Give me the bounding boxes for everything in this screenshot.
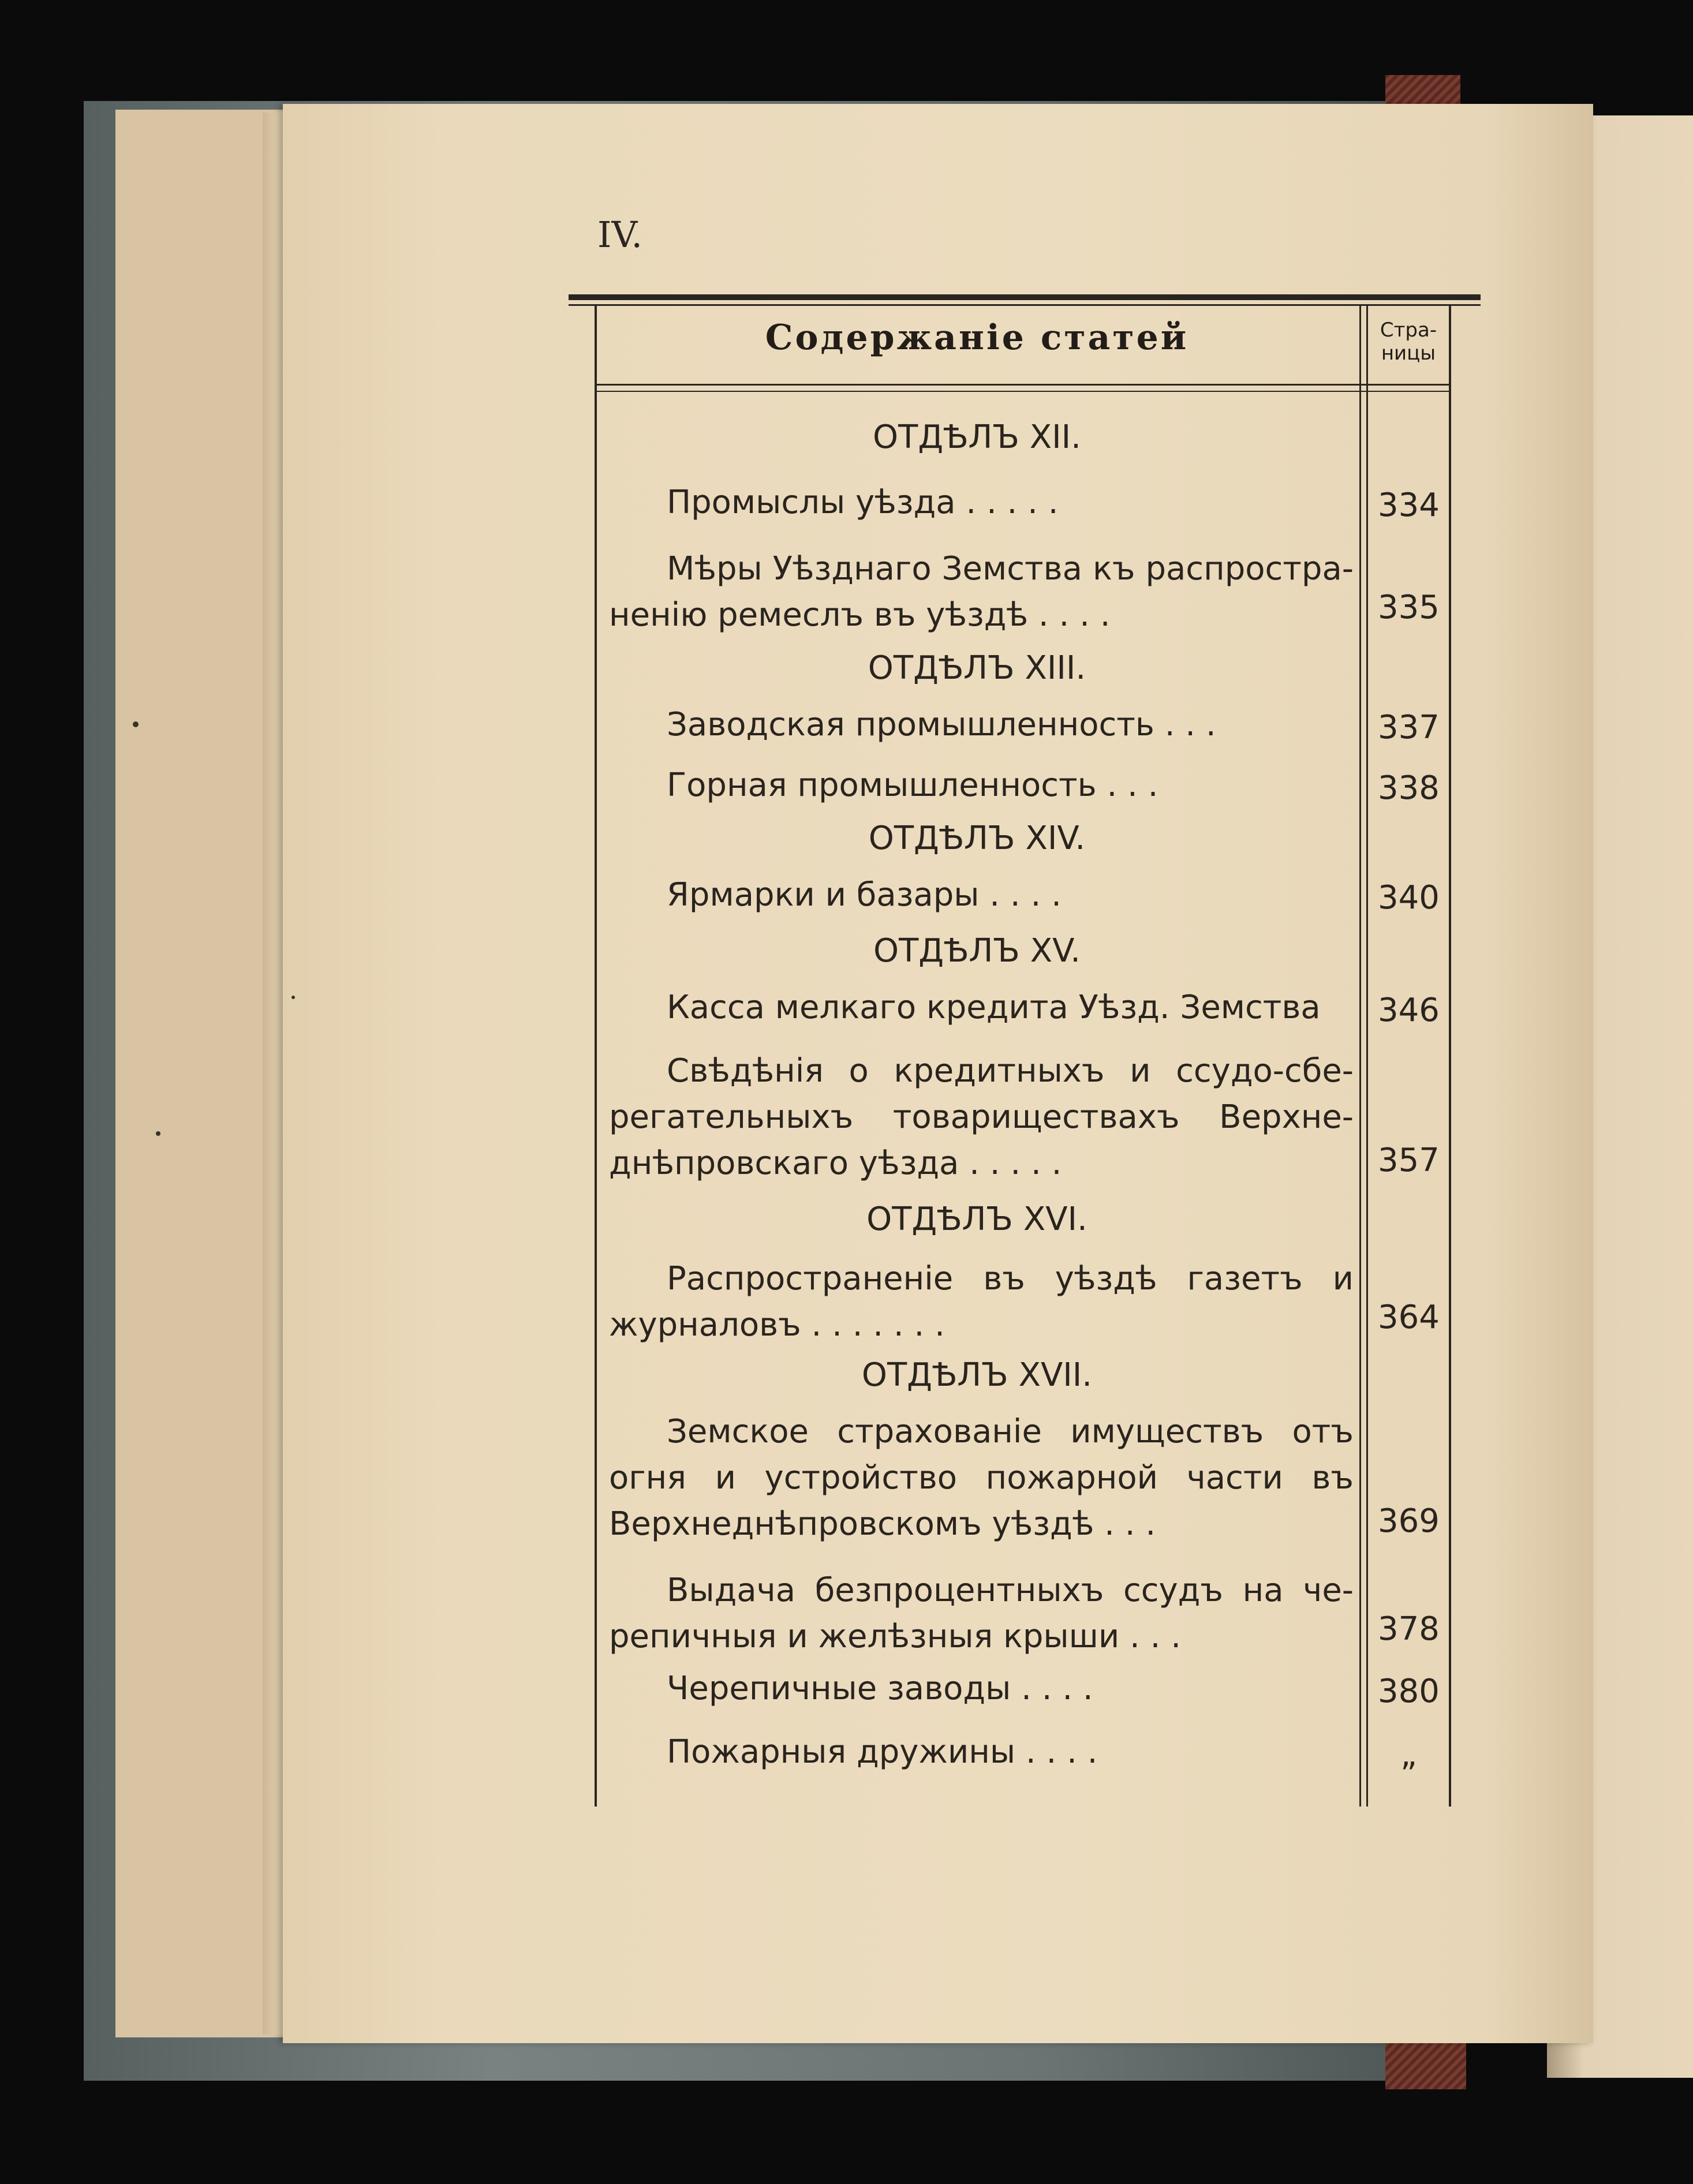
- pages-header-line2: ницы: [1381, 342, 1436, 365]
- paper-speck: [133, 721, 139, 727]
- entry-page: „: [1400, 1736, 1417, 1774]
- entry-page: 346: [1378, 992, 1440, 1029]
- section-heading: ОТДѢЛЪ XIV.: [868, 820, 1086, 857]
- entry-line: Касса мелкаго кредита Уѣзд. Земства: [667, 989, 1321, 1026]
- list-item: [609, 1252, 1354, 1352]
- section-heading: ОТДѢЛЪ XV.: [873, 932, 1081, 970]
- entry-line: журналовъ . . . . . . .: [609, 1306, 945, 1344]
- entry-page: 378: [1378, 1610, 1440, 1648]
- section-heading: ОТДѢЛЪ XVII.: [861, 1356, 1093, 1394]
- list-item: [609, 1045, 1354, 1190]
- list-item: [609, 1662, 1354, 1715]
- list-item: [609, 1564, 1354, 1663]
- entry-line: регательныхъ товариществахъ Верхне-: [609, 1098, 1354, 1136]
- entry-line: Мѣры Уѣзднаго Земства къ распростра-: [667, 550, 1354, 588]
- paper-speck: [156, 1131, 160, 1136]
- top-rule-thin: [569, 304, 1481, 306]
- entry-line: Распространеніе въ уѣздѣ газетъ и: [667, 1260, 1354, 1297]
- entry-page: 364: [1378, 1299, 1440, 1336]
- entry-line: Черепичные заводы . . . .: [667, 1670, 1093, 1707]
- list-item: [609, 1726, 1354, 1779]
- header-rule: [595, 384, 1451, 386]
- list-item: [609, 476, 1354, 529]
- entry-line: огня и устройство пожарной части въ: [609, 1459, 1354, 1497]
- section-heading: ОТДѢЛЪ XII.: [873, 418, 1081, 456]
- entry-page: 340: [1378, 879, 1440, 917]
- list-item: [609, 759, 1354, 812]
- entry-page: 337: [1378, 709, 1440, 746]
- left-border: [595, 306, 597, 1807]
- entry-page: 380: [1378, 1673, 1440, 1710]
- section-heading: ОТДѢЛЪ XIII.: [868, 649, 1086, 687]
- entry-page: 338: [1378, 769, 1440, 807]
- contents-table: [569, 294, 1481, 1807]
- table-title: Содержаніе статей: [765, 317, 1189, 358]
- entry-line: Пожарныя дружины . . . .: [667, 1733, 1098, 1771]
- entry-page: 369: [1378, 1502, 1440, 1540]
- column-divider: [1359, 306, 1361, 1807]
- list-item: [609, 543, 1354, 642]
- list-item: [609, 981, 1354, 1034]
- pages-header-line1: Стра-: [1380, 319, 1437, 342]
- entry-line: Верхнеднѣпровскомъ уѣздѣ . . .: [609, 1505, 1156, 1543]
- entry-line: Промыслы уѣзда . . . . .: [667, 484, 1059, 521]
- entry-line: днѣпровскаго уѣзда . . . . .: [609, 1145, 1062, 1182]
- entry-page: 335: [1378, 589, 1440, 626]
- pages-column-header: [1368, 319, 1449, 365]
- entry-line: ненію ремеслъ въ уѣздѣ . . . .: [609, 596, 1111, 634]
- list-item: [609, 698, 1354, 751]
- entry-line: Ярмарки и базары . . . .: [667, 876, 1062, 914]
- entry-line: Земское страхованіе имуществъ отъ: [667, 1413, 1354, 1450]
- list-item: [609, 869, 1354, 922]
- list-item: [609, 1405, 1354, 1551]
- section-heading: ОТДѢЛЪ XVI.: [866, 1201, 1087, 1238]
- entry-line: Свѣдѣнія о кредитныхъ и ссудо-сбе-: [667, 1052, 1354, 1090]
- top-rule: [569, 294, 1481, 300]
- page-number: IV.: [597, 214, 643, 256]
- entry-line: Заводская промышленность . . .: [667, 706, 1216, 743]
- entry-line: Выдача безпроцентныхъ ссудъ на че-: [667, 1572, 1354, 1609]
- paper-speck: [291, 996, 295, 999]
- entry-line: Горная промышленность . . .: [667, 766, 1158, 804]
- column-divider-double: [1366, 306, 1368, 1807]
- header-rule-thin: [595, 391, 1451, 392]
- entry-page: 334: [1378, 487, 1440, 524]
- entry-line: репичныя и желѣзныя крыши . . .: [609, 1618, 1182, 1655]
- page-stack-edge: [263, 113, 286, 2035]
- entry-page: 357: [1378, 1142, 1440, 1179]
- right-border: [1449, 306, 1451, 1807]
